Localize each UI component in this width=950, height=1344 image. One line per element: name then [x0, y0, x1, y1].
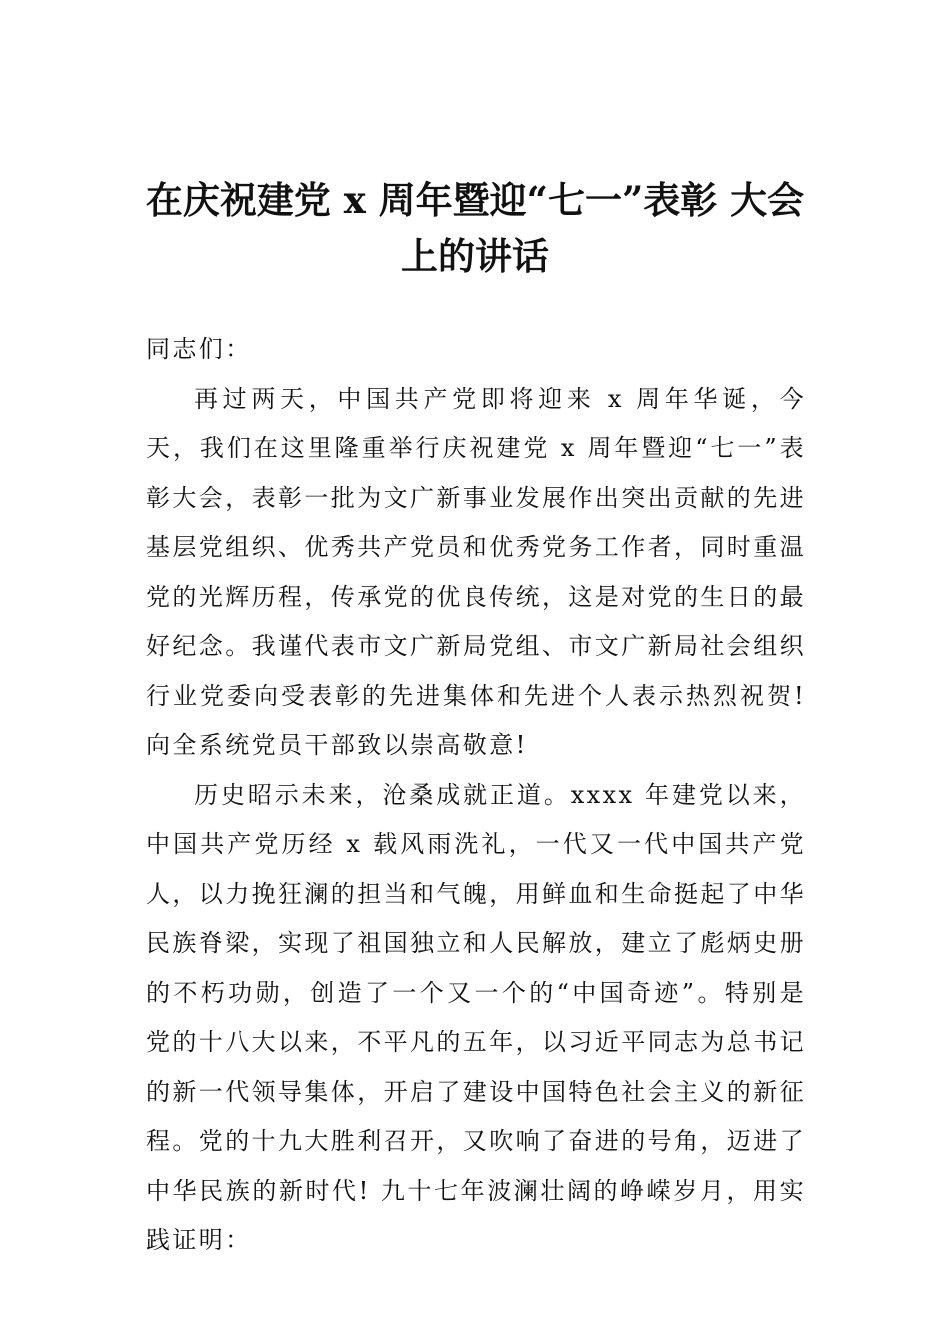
paragraph-2: 历史昭示未来，沧桑成就正道。xxxx 年建党以来，中国共产党历经 x 载风雨洗礼，一代又一代中国共产党人，以力挽狂澜的担当和气魄，用鲜血和生命挺起了中华民族脊梁，实现了祖国独立和人民解放，建立了彪炳史册的不朽功勋，创造了一个又一个的“中国奇迹”。特别是党的十八大以来，不平凡的五年，以习近平同志为总书记的新一代领导集体，开启了建设中国特色社会主义的新征程。党的十九大胜利召开，又吹响了奋进的号角，迈进了中华民族的新时代! 九十七年波澜壮阔的峥嵘岁月，用实践证明：	[146, 780, 806, 1254]
title-line-1: 在庆祝建党 x 周年暨迎“七一”表彰 大会	[145, 178, 805, 222]
salutation: 同志们：	[146, 335, 252, 363]
paragraph-1: 再过两天，中国共产党即将迎来 x 周年华诞，今天，我们在这里隆重举行庆祝建党 x 周年暨迎“七一”表彰大会，表彰一批为文广新事业发展作出突出贡献的先进基层党组织、优秀共产党员和优秀党务工作者，同时重温党的光辉历程，传承党的优良传统，这是对党的生日的最好纪念。我谨代表市文广新局党组、市文广新局社会组织行业党委向受表彰的先进集体和先进个人表示热烈祝贺!向全系统党员干部致以崇高敬意!	[146, 384, 806, 759]
title-line-2: 上的讲话	[401, 234, 549, 278]
document-body	[146, 325, 806, 1266]
document-title	[140, 172, 810, 284]
